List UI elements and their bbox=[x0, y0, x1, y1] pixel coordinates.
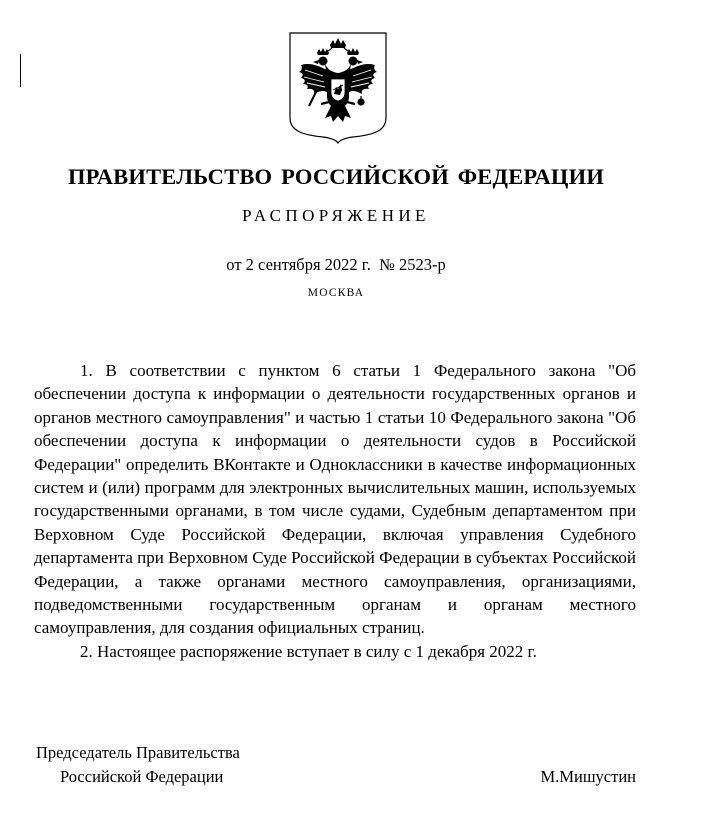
document-date: от 2 сентября 2022 г. bbox=[226, 255, 371, 274]
document-city: МОСКВА bbox=[307, 287, 365, 299]
paragraph-2: 2. Настоящее распоряжение вступает в силу с 1 декабря 2022 г. bbox=[80, 641, 537, 661]
paragraph-1: 1. В соответствии с пунктом 6 статьи 1 Федерального закона "Об обеспечении доступа к информации о деятельности государственных органов и органов местного самоуправления" и частью 1 статьи 10 Федерального закона "Об обеспечении доступа к информации о деятельности судов в Российской Федерации" определить ВКонтакте и Одноклассники в качестве информационных систем и (или) программ для электронных вычислительных машин, используемых государственными органами, в том числе судами, Судебным департаментом при Верховном Суде Российской Федерации, включая управления Судебного департамента при Верховном Суде Российской Федерации в субъектах Российской Федерации, а также органами местного самоуправления, организациями, подведомственными государственным органам и органам местного самоуправления, для создания официальных страниц. bbox=[34, 361, 636, 638]
document-type: РАСПОРЯЖЕНИЕ bbox=[242, 206, 430, 225]
government-title: ПРАВИТЕЛЬСТВО РОССИЙСКОЙ ФЕДЕРАЦИИ bbox=[67, 164, 605, 189]
signatory-position-line2: Российской Федерации bbox=[60, 767, 224, 786]
signatory-position-line1: Председатель Правительства bbox=[36, 743, 240, 762]
document-body bbox=[34, 359, 636, 663]
signatory-name: М.Мишустин bbox=[540, 767, 636, 786]
coat-of-arms-emblem-icon bbox=[289, 32, 387, 144]
signature-block bbox=[36, 741, 636, 789]
document-date-number bbox=[0, 255, 672, 275]
text-cursor bbox=[20, 54, 21, 87]
signatory-line2 bbox=[36, 765, 636, 789]
document-number: № 2523-р bbox=[379, 255, 446, 274]
